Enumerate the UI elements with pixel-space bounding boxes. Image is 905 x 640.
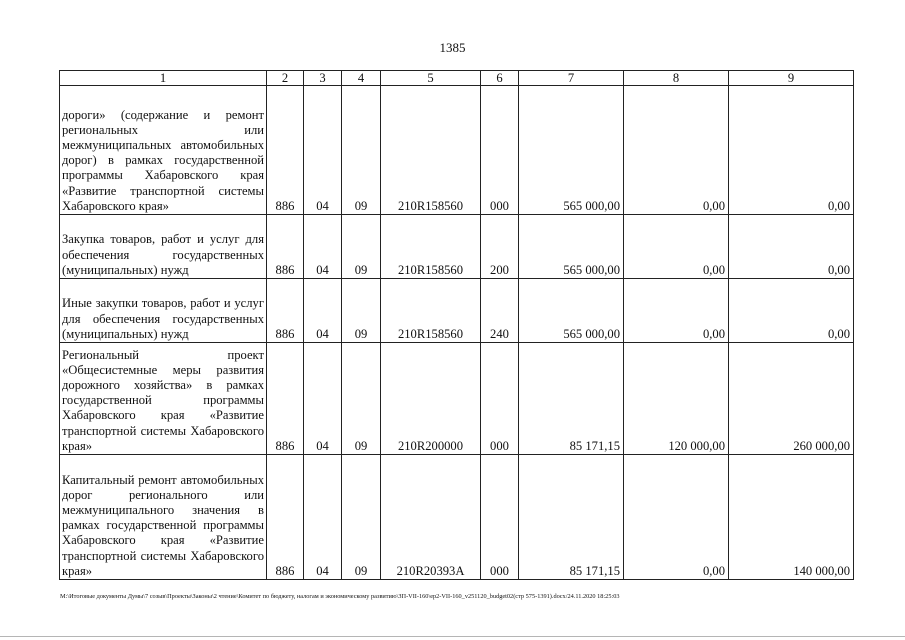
cell-expense-type: 000: [481, 455, 519, 580]
cell-subsection: 09: [342, 343, 381, 455]
cell-expense-type: 000: [481, 343, 519, 455]
cell-amount-col7: 565 000,00: [519, 86, 624, 215]
cell-amount-col8: 0,00: [624, 86, 729, 215]
row-name: Региональный проект «Общесистемные меры развития дорожного хозяйства» в рамках государственной программы Хабаровского края «Развитие транспортной системы Хабаровского края»: [60, 343, 267, 455]
col-header-9: 9: [729, 71, 854, 86]
col-header-6: 6: [481, 71, 519, 86]
cell-target-article: 210R158560: [381, 86, 481, 215]
page-number: 1385: [439, 40, 466, 55]
cell-amount-col9: 0,00: [729, 215, 854, 279]
footer-file-path: M:\Итоговые документы Думы\7 созыв\Проекты\Законы\2 чтение\Комитет по бюджету, налогам и экономическому развитию\ЗП-VII-160\ep2-VII-160_v251120_budget02(стр 575-1391).docx/24.11.2020 18:25:03: [60, 593, 620, 600]
header-row: [60, 71, 854, 86]
cell-amount-col8: 120 000,00: [624, 343, 729, 455]
table-row: [60, 86, 854, 215]
col-header-7: 7: [519, 71, 624, 86]
col-header-4: 4: [342, 71, 381, 86]
cell-target-article: 210R20393A: [381, 455, 481, 580]
cell-amount-col9: 260 000,00: [729, 343, 854, 455]
cell-section: 04: [304, 279, 342, 343]
col-header-5: 5: [381, 71, 481, 86]
cell-amount-col8: 0,00: [624, 279, 729, 343]
table-row: [60, 279, 854, 343]
cell-subsection: 09: [342, 279, 381, 343]
cell-ministry-code: 886: [267, 279, 304, 343]
cell-amount-col7: 85 171,15: [519, 343, 624, 455]
row-name: Капитальный ремонт автомобильных дорог регионального или межмуниципального значения в рамках государственной программы Хабаровского края «Развитие транспортной системы Хабаровского края»: [60, 455, 267, 580]
cell-amount-col7: 565 000,00: [519, 279, 624, 343]
col-header-2: 2: [267, 71, 304, 86]
cell-section: 04: [304, 215, 342, 279]
row-name: Закупка товаров, работ и услуг для обеспечения государственных (муниципальных) нужд: [60, 215, 267, 279]
scan-edge-divider: [0, 636, 905, 637]
row-name: Иные закупки товаров, работ и услуг для обеспечения государственных (муниципальных) нужд: [60, 279, 267, 343]
row-name: дороги» (содержание и ремонт региональных или межмуниципальных автомобильных дорог) в рамках государственной программы Хабаровского края «Развитие транспортной системы Хабаровского края»: [60, 86, 267, 215]
cell-expense-type: 000: [481, 86, 519, 215]
cell-section: 04: [304, 455, 342, 580]
cell-ministry-code: 886: [267, 215, 304, 279]
cell-subsection: 09: [342, 86, 381, 215]
cell-section: 04: [304, 86, 342, 215]
cell-ministry-code: 886: [267, 455, 304, 580]
cell-subsection: 09: [342, 215, 381, 279]
table-row: [60, 455, 854, 580]
cell-expense-type: 240: [481, 279, 519, 343]
cell-amount-col8: 0,00: [624, 215, 729, 279]
cell-amount-col7: 565 000,00: [519, 215, 624, 279]
col-header-1: 1: [60, 71, 267, 86]
cell-target-article: 210R158560: [381, 215, 481, 279]
col-header-3: 3: [304, 71, 342, 86]
cell-target-article: 210R158560: [381, 279, 481, 343]
cell-ministry-code: 886: [267, 86, 304, 215]
cell-section: 04: [304, 343, 342, 455]
cell-amount-col9: 0,00: [729, 279, 854, 343]
cell-expense-type: 200: [481, 215, 519, 279]
table-row: [60, 343, 854, 455]
cell-ministry-code: 886: [267, 343, 304, 455]
cell-amount-col7: 85 171,15: [519, 455, 624, 580]
cell-amount-col9: 0,00: [729, 86, 854, 215]
cell-target-article: 210R200000: [381, 343, 481, 455]
col-header-8: 8: [624, 71, 729, 86]
cell-amount-col9: 140 000,00: [729, 455, 854, 580]
table-row: [60, 215, 854, 279]
cell-amount-col8: 0,00: [624, 455, 729, 580]
cell-subsection: 09: [342, 455, 381, 580]
budget-table: [59, 70, 854, 580]
